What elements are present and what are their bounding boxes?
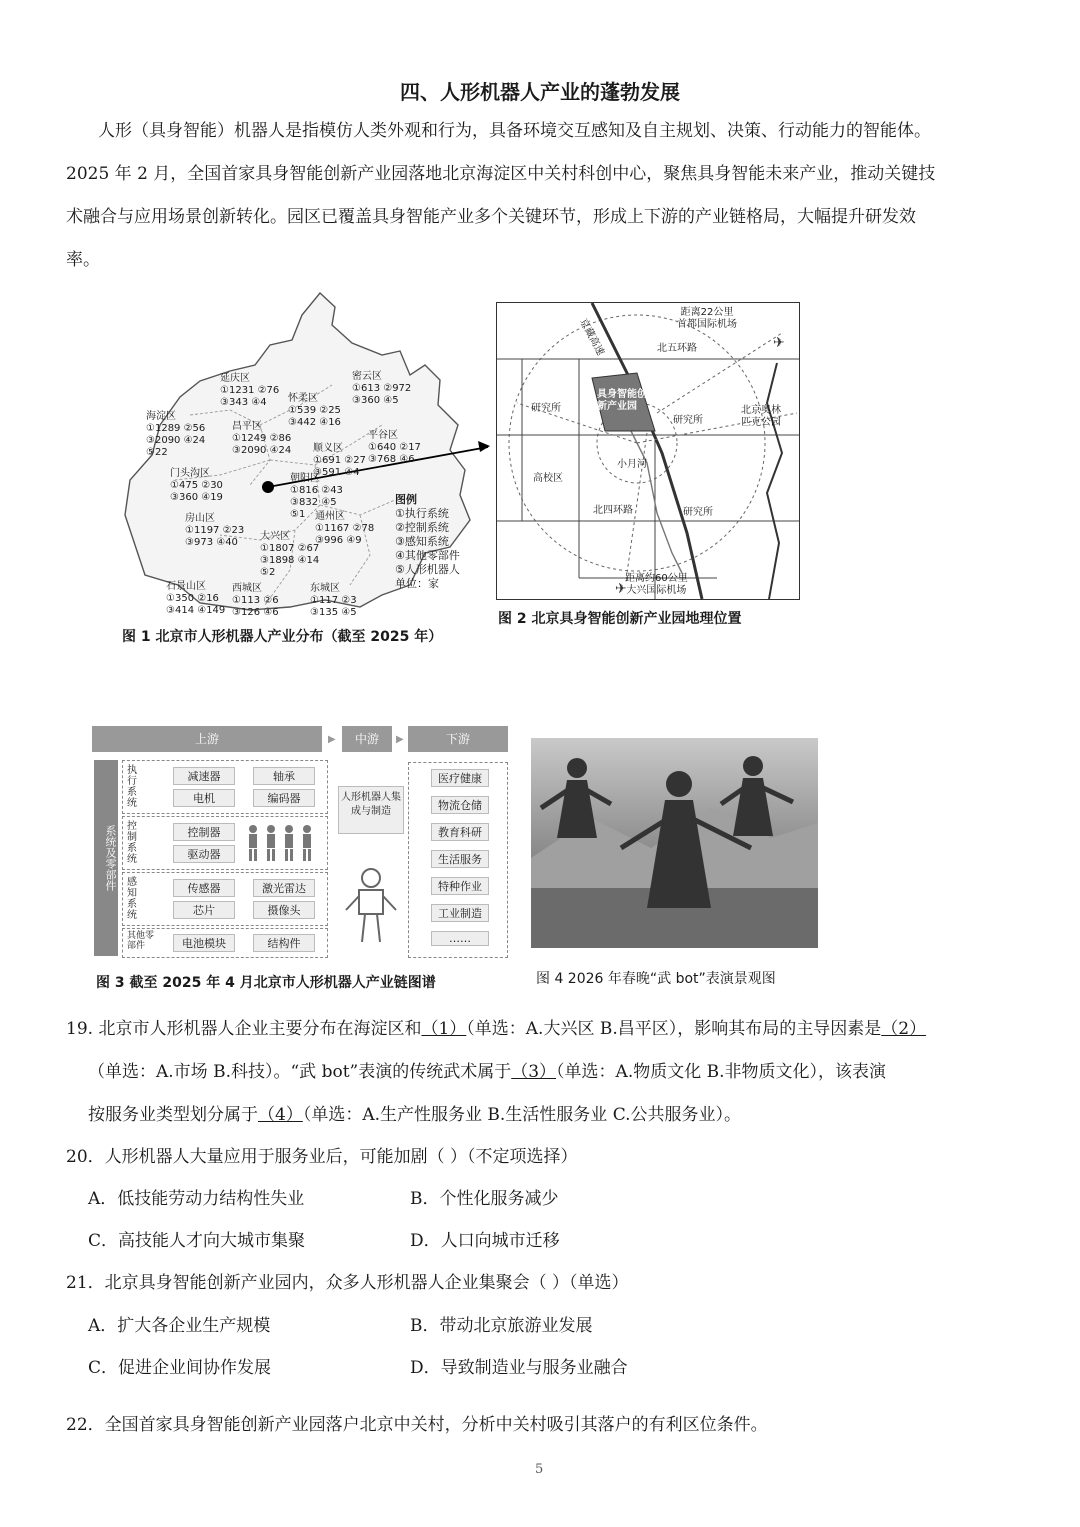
olympic-park-label: 北京奥林匹克公园 [741, 405, 781, 428]
district-label: 房山区 ①1197 ②23 ③973 ④40 [185, 513, 245, 548]
svg-text:✈: ✈ [615, 581, 627, 597]
q21-option-c[interactable]: C．促进企业间协作发展 [88, 1358, 272, 1378]
downstream-group: 医疗健康 物流仓储 教育科研 生活服务 特种作业 工业制造 …… [408, 762, 508, 958]
midstream-header: 中游 [342, 726, 392, 752]
district-label: 朝阳区 ①816 ②43 ③832 ④5 ⑤1 [290, 473, 343, 520]
q21-option-d[interactable]: D．导致制造业与服务业融合 [410, 1358, 628, 1378]
downstream-header: 下游 [408, 726, 508, 752]
actuator-group: 执行系统 减速器 轴承 电机 编码器 [122, 760, 328, 814]
institute-left-label: 研究所 [531, 403, 561, 414]
svg-text:✈: ✈ [773, 335, 785, 351]
figure-3-chain [92, 726, 508, 958]
q22-stem: 22．全国首家具身智能创新产业园落户北京中关村，分析中关村吸引其落户的有利区位条件。 [66, 1415, 768, 1435]
map-legend: 图例 ①执行系统 ②控制系统 ③感知系统 ④其他零部件 ⑤人形机器人 单位：家 [395, 493, 460, 590]
figure-2-map [496, 302, 800, 600]
district-label: 密云区 ①613 ②972 ③360 ④5 [352, 371, 412, 406]
q20-option-b[interactable]: B．个性化服务减少 [410, 1189, 559, 1209]
q21-stem: 21．北京具身智能创新产业园内，众多人形机器人企业集聚会（ ）（单选） [66, 1273, 629, 1293]
figure-1-map [120, 285, 490, 618]
intro-line-1: 人形（具身智能）机器人是指模仿人类外观和行为，具备环境交互感知及自主规划、决策、行动能力的智能体。 [98, 121, 931, 141]
q19-line-1: 19. 北京市人形机器人企业主要分布在海淀区和（1）（单选：A.大兴区 B.昌平区），影响其布局的主导因素是（2） [66, 1019, 927, 1039]
intro-line-3: 术融合与应用场景创新转化。园区已覆盖具身智能产业多个关键环节，形成上下游的产业链格局，大幅提升研发效 [66, 207, 916, 227]
ring5-label: 北五环路 [657, 343, 697, 354]
district-label: 东城区 ①117 ②3 ③135 ④5 [310, 583, 357, 618]
q20-stem: 20．人形机器人大量应用于服务业后，可能加剧（ ）（不定项选择） [66, 1147, 578, 1167]
district-label: 大兴区 ①1807 ②67 ③1898 ④14 ⑤2 [260, 531, 320, 578]
figure-3-caption: 图 3 截至 2025 年 4 月北京市人形机器人产业链图谱 [96, 975, 436, 991]
figure-4-photo [531, 738, 818, 948]
figure-1-caption: 图 1 北京市人形机器人产业分布（截至 2025 年） [122, 629, 443, 645]
park-label: 具身智能创新产业园 [597, 389, 647, 412]
ring4-label: 北四环路 [593, 505, 633, 516]
robot-icon [340, 866, 402, 946]
other-parts-group: 其他零部件 电池模块 结构件 [122, 928, 328, 958]
district-label: 西城区 ①113 ②6 ③126 ④6 [232, 583, 279, 618]
district-label: 海淀区 ①1289 ②56 ③2090 ④24 ⑤22 [146, 411, 206, 458]
q19-blank-3[interactable]: （3） [511, 1062, 557, 1082]
district-label: 顺义区 ①691 ②27 ③591 ④4 [313, 443, 366, 478]
robot-figures-icon [243, 821, 323, 865]
systems-side-label: 系统及零部件 [94, 760, 118, 956]
sensing-group: 感知系统 传感器 激光雷达 芯片 摄像头 [122, 872, 328, 926]
q21-option-a[interactable]: A．扩大各企业生产规模 [88, 1316, 271, 1336]
district-label: 延庆区 ①1231 ②76 ③343 ④4 [220, 373, 280, 408]
district-label: 门头沟区 ①475 ②30 ③360 ④19 [170, 468, 223, 503]
airport-top-label: 距离22公里 首都国际机场 [677, 307, 737, 330]
page-number: 5 [535, 1462, 544, 1477]
university-label: 高校区 [533, 473, 563, 484]
q19-blank-1[interactable]: （1） [421, 1019, 467, 1039]
q21-option-b[interactable]: B．带动北京旅游业发展 [410, 1316, 593, 1336]
intro-line-2: 2025 年 2 月，全国首家具身智能创新产业园落地北京海淀区中关村科创中心，聚焦具身智能未来产业，推动关键技 [66, 164, 936, 184]
figure-4-caption: 图 4 2026 年春晚“武 bot”表演景观图 [536, 971, 776, 987]
institute-right-label: 研究所 [673, 415, 703, 426]
section-title: 四、人形机器人产业的蓬勃发展 [400, 80, 680, 104]
institute-bottom-label: 研究所 [683, 507, 713, 518]
upstream-header: 上游 [92, 726, 322, 752]
q20-option-d[interactable]: D．人口向城市迁移 [410, 1231, 560, 1251]
q19-line-2: （单选：A.市场 B.科技）。“武 bot”表演的传统武术属于（3）（单选：A.物质文化 B.非物质文化），该表演 [88, 1062, 887, 1082]
q19-blank-4[interactable]: （4） [258, 1105, 303, 1125]
river-label: 小月河 [617, 459, 647, 470]
district-label: 平谷区 ①640 ②17 ③768 ④6 [368, 430, 421, 465]
control-group: 控制系统 控制器 驱动器 [122, 816, 328, 870]
district-label: 昌平区 ①1249 ②86 ③2090 ④24 [232, 421, 292, 456]
q19-blank-2[interactable]: （2） [881, 1019, 927, 1039]
arrow-icon: ▶ [328, 734, 336, 745]
expressway-label: 京藏高速 [577, 317, 606, 358]
district-label: 通州区 ①1167 ②78 ③996 ④9 [315, 511, 375, 546]
q20-option-a[interactable]: A．低技能劳动力结构性失业 [88, 1189, 305, 1209]
district-label: 怀柔区 ①539 ②25 ③442 ④16 [288, 393, 341, 428]
district-label: 石景山区 ①350 ②16 ③414 ④149 [166, 581, 226, 616]
q19-line-3: 按服务业类型划分属于（4）（单选：A.生产性服务业 B.生活性服务业 C.公共服务业）。 [88, 1105, 742, 1125]
robot-performers-illustration [531, 738, 818, 948]
arrow-icon: ▶ [396, 734, 404, 745]
figure-2-caption: 图 2 北京具身智能创新产业园地理位置 [498, 611, 742, 627]
q20-option-c[interactable]: C．高技能人才向大城市集聚 [88, 1231, 306, 1251]
airport-bottom-label: 距离约60公里 大兴国际机场 [625, 573, 688, 596]
park-location-diagram [497, 303, 799, 599]
intro-line-4: 率。 [66, 250, 100, 270]
integration-box: 人形机器人集成与制造 [338, 786, 404, 834]
